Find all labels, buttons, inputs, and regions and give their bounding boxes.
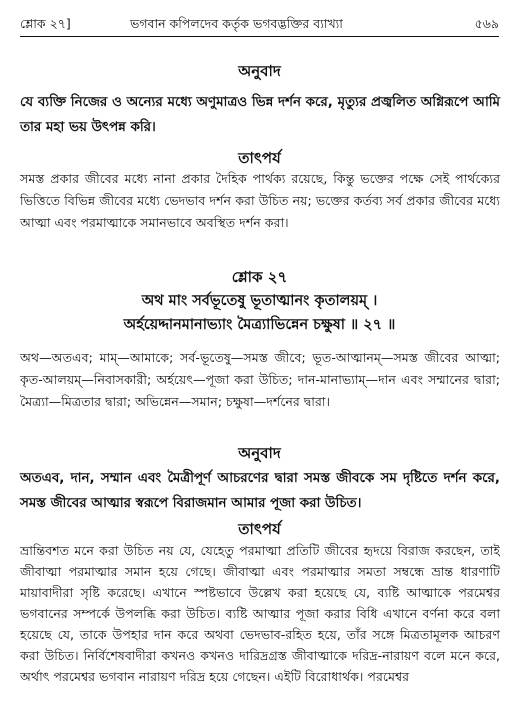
translation-heading: অনুবাদ (238, 444, 281, 462)
synonyms: অথ—অতএব; মাম্—আমাকে; সর্ব-ভূতেষু—সমস্ত জীবে; ভূত-আত্মানম্—সমস্ত জীবের আত্মা; কৃত-আলয়ম্—নিবাসকারী; অর্হয়েৎ—পূজা করা উচিত; দান-মানাভ্যাম্—দান এবং সম্মানের দ্বারা; মৈত্র্যা—মিত্রতার দ্বারা; অভিন্নেন—সমান; চক্ষুষা—দর্শনের দ্বারা। (20, 350, 500, 409)
page-number: ৫৬৯ (474, 16, 499, 31)
verse-line-1: অথ মাং সর্বভূতেষু ভূতাত্মানং কৃতালয়ম্ । (141, 293, 378, 309)
chapter-running-title: ভগবান কপিলদেব কর্তৃক ভগবদ্ভক্তির ব্যাখ্যা (130, 16, 343, 31)
translation-heading: অনুবাদ (238, 62, 281, 80)
verse-heading: শ্লোক ২৭ (231, 268, 288, 286)
purport-heading: তাৎপর্য (238, 149, 281, 167)
purport-text: ভ্রান্তিবশত মনে করা উচিত নয় যে, যেহেতু পরমাত্মা প্রতিটি জীবের হৃদয়ে বিরাজ করছেন, তাই জীবাত্মা পরমাত্মার সমান হয়ে গেছে। জীবাত্মা এবং পরমাত্মার সমতা সম্বন্ধে ভ্রান্ত ধারণাটি মায়াবাদীরা সৃষ্টি করেছে। এখানে স্পষ্টভাবে উল্লেখ করা হয়েছে যে, ব্যষ্টি আত্মাকে পরমেশ্বর ভগবানের সম্পর্কে উপলব্ধি করা উচিত। ব্যষ্টি আত্মার পূজা করার বিধি এখানে বর্ণনা করে বলা হয়েছে যে, তাকে উপহার দান করে অথবা ভেদভাব-রহিত হয়ে, তাঁর সঙ্গে মিত্রতামূলক আচরণ করা উচিত। নির্বিশেষবাদীরা কখনও কখনও দারিদ্রগ্রস্ত জীবাত্মাকে দরিদ্র-নারায়ণ বলে মনে করে, অর্থাৎ পরমেশ্বর ভগবান নারায়ণ দরিদ্র হয়ে গেছেন। এইটি বিরোধার্থক। পরমেশ্বর (20, 543, 500, 684)
verse-reference: শ্লোক ২৭] (20, 16, 71, 31)
translation-text: যে ব্যক্তি নিজের ও অন্যের মধ্যে অণুমাত্রও ভিন্ন দর্শন করে, মৃত্যুর প্রজ্বলিত অগ্নিরূপে আমি তার মহা ভয় উৎপন্ন করি। (20, 95, 500, 135)
page-header (20, 14, 499, 37)
verse-line-2: অর্হয়েদ্দানমানাভ্যাং মৈত্র্যাভিন্নেন চক্ষুষা ॥ ২৭ ॥ (123, 317, 396, 333)
purport-text: সমস্ত প্রকার জীবের মধ্যে নানা প্রকার দৈহিক পার্থক্য রয়েছে, কিন্তু ভক্তের পক্ষে সেই পার্থক্যের ভিত্তিতে বিভিন্ন জীবের মধ্যে ভেদভাব দর্শন করা উচিত নয়; ভক্তের কর্তব্য সর্ব প্রকার জীবের মধ্যে আত্মা এবং পরমাত্মাকে সমানভাবে অবস্থিত দর্শন করা। (20, 171, 500, 230)
translation-text: অতএব, দান, সম্মান এবং মৈত্রীপূর্ণ আচরণের দ্বারা সমস্ত জীবকে সম দৃষ্টিতে দর্শন করে, সমস্ত জীবের আত্মার স্বরূপে বিরাজমান আমার পূজা করা উচিত। (20, 471, 500, 511)
purport-heading: তাৎপর্য (238, 520, 281, 538)
